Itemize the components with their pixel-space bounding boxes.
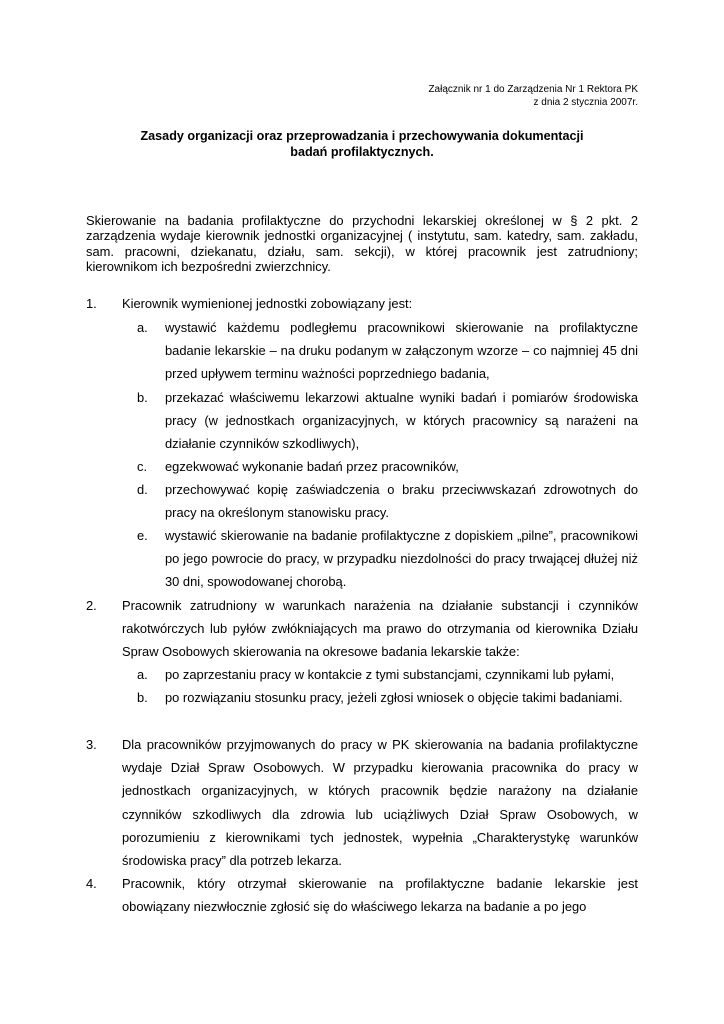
subitem-text: przechowywać kopię zaświadczenia o braku przeciwwskazań zdrowotnych do pracy na określonym stanowisku pracy.: [165, 482, 638, 521]
attachment-note: [428, 83, 638, 109]
item-number: 4.: [86, 876, 97, 891]
item-number: 3.: [86, 737, 97, 752]
subitem-text: wystawić każdemu podległemu pracownikowi skierowanie na profilaktyczne badanie lekarskie – na druku podanym w załączonym wzorze – co najmniej 45 dni przed upływem terminu ważności poprzedniego badania,: [165, 320, 638, 382]
item-number: 2.: [86, 598, 97, 613]
item-text: Pracownik zatrudniony w warunkach narażenia na działanie substancji i czynników rakotwórczych lub pyłów zwłókniających ma prawo do otrzymania od kierownika Działu Spraw Osobowych skierowania na okresowe badania lekarskie także:: [122, 598, 638, 660]
subitem-letter: c.: [137, 459, 148, 474]
subitem-letter: a.: [137, 667, 148, 682]
intro-paragraph: Skierowanie na badania profilaktyczne do przychodni lekarskiej określonej w § 2 pkt. 2 zarządzenia wydaje kierownik jednostki organizacyjnej ( instytutu, sam. katedry, sam. zakładu, sam. pracowni, dziekanatu, działu, sam. sekcji), w której pracownik jest zatrudniony; kierownikom ich bezpośredni zwierzchnicy.: [86, 213, 638, 274]
subitem-text: wystawić skierowanie na badanie profilaktyczne z dopiskiem „pilne”, pracownikowi po jego powrocie do pracy, w przypadku niezdolności do pracy trwającej dłużej niż 30 dni, spowodowanej chorobą.: [165, 528, 638, 590]
document-title: [86, 129, 638, 160]
item-text: Kierownik wymienionej jednostki zobowiązany jest:: [122, 296, 413, 311]
subitem-letter: e.: [137, 528, 148, 543]
item-text: Pracownik, który otrzymał skierowanie na profilaktyczne badanie lekarskie jest obowiązany niezwłocznie zgłosić się do właściwego lekarza na badanie a po jego: [122, 876, 638, 915]
title-line-2: badań profilaktycznych.: [290, 144, 434, 159]
subitem-letter: b.: [137, 390, 148, 405]
attachment-line-2: z dnia 2 stycznia 2007r.: [533, 97, 638, 108]
subitem-letter: d.: [137, 482, 148, 497]
title-line-1: Zasady organizacji oraz przeprowadzania i przechowywania dokumentacji: [140, 129, 584, 143]
attachment-line-1: Załącznik nr 1 do Zarządzenia Nr 1 Rektora PK: [428, 84, 638, 95]
subitem-text: po zaprzestaniu pracy w kontakcie z tymi substancjami, czynnikami lub pyłami,: [165, 667, 615, 682]
item-text: Dla pracowników przyjmowanych do pracy w PK skierowania na badania profilaktyczne wydaje Dział Spraw Osobowych. W przypadku kierowania pracownika do pracy w jednostkach organizacyjnych, w których pracownik będzie narażony na działanie czynników szkodliwych dla zdrowia lub uciążliwych Dział Spraw Osobowych, w porozumieniu z kierownikami tych jednostek, wypełnia „Charakterystykę warunków środowiska pracy” dla potrzeb lekarza.: [122, 737, 638, 869]
item-number: 1.: [86, 296, 97, 311]
subitem-text: egzekwować wykonanie badań przez pracowników,: [165, 459, 459, 474]
subitem-letter: a.: [137, 320, 148, 335]
subitem-text: przekazać właściwemu lekarzowi aktualne wyniki badań i pomiarów środowiska pracy (w jednostkach organizacyjnych, w których pracownicy są narażeni na działanie czynników szkodliwych),: [165, 390, 638, 452]
subitem-text: po rozwiązaniu stosunku pracy, jeżeli zgłosi wniosek o objęcie takimi badaniami.: [165, 690, 623, 705]
subitem-letter: b.: [137, 690, 148, 705]
